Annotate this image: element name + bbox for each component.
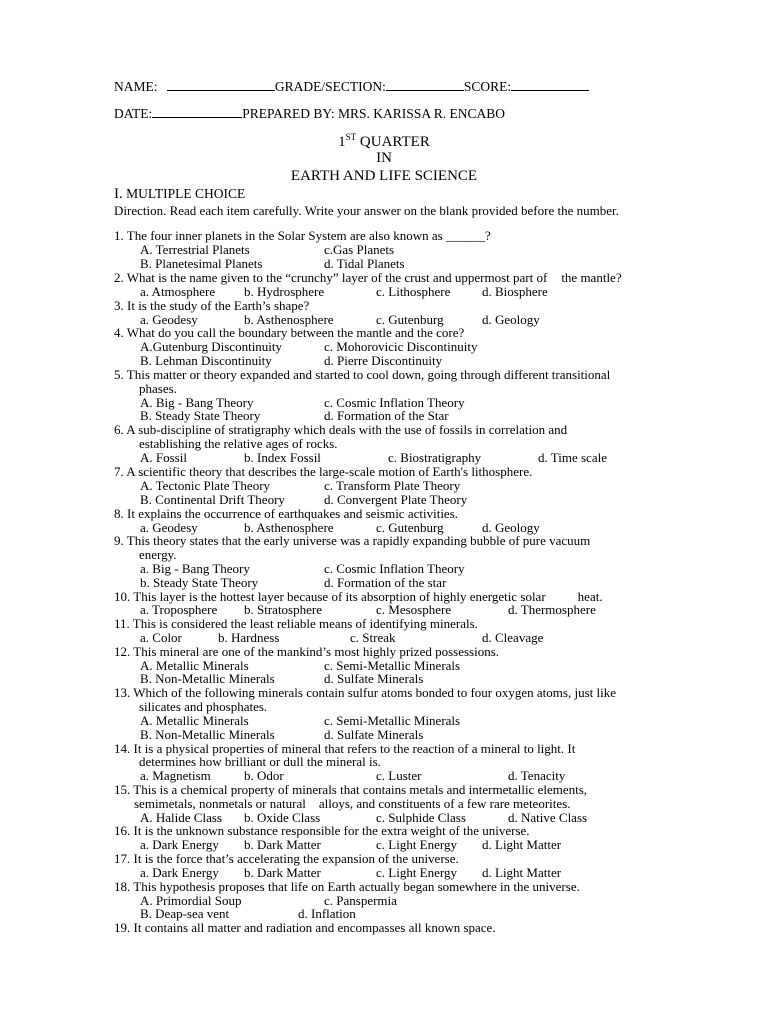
option: d. Formation of the star	[324, 575, 447, 590]
option: a. Troposphere	[140, 602, 218, 617]
option: c. Semi-Metallic Minerals	[324, 713, 461, 728]
question-13: 13. Which of the following minerals contain sulfur atoms bonded to four oxygen atoms, just like	[114, 685, 616, 700]
name-label: NAME:	[114, 79, 158, 94]
option: c. Cosmic Inflation Theory	[324, 395, 465, 410]
option: b. Stratosphere	[244, 602, 322, 617]
option: c. Light Energy	[376, 837, 457, 852]
option: b. Asthenosphere	[244, 520, 334, 535]
question-13-cont: silicates and phosphates.	[139, 699, 268, 714]
option: d. Tidal Planets	[324, 256, 405, 271]
question-2: 2. What is the name given to the “crunchy” layer of the crust and uppermost part of the mantle?	[114, 270, 622, 285]
question-5-cont: phases.	[139, 381, 177, 396]
prepared-by: PREPARED BY: MRS. KARISSA R. ENCABO	[242, 106, 505, 121]
option: b. Hardness	[218, 630, 280, 645]
question-1: 1. The four inner planets in the Solar System are also known as ______?	[114, 228, 491, 243]
grade-label: GRADE/SECTION:	[274, 79, 386, 94]
option: d. Pierre Discontinuity	[324, 353, 443, 368]
date-blank[interactable]	[152, 105, 242, 118]
option: B. Non-Metallic Minerals	[140, 727, 275, 742]
question-9: 9. This theory states that the early universe was a rapidly expanding bubble of pure vacuum	[114, 533, 591, 548]
quarter-title: 1ST QUARTER	[338, 132, 430, 150]
option: a. Magnetism	[140, 768, 211, 783]
option: a. Dark Energy	[140, 865, 219, 880]
question-19: 19. It contains all matter and radiation and encompasses all known space.	[114, 920, 496, 935]
option: B. Steady State Theory	[140, 408, 261, 423]
option: b. Index Fossil	[244, 450, 321, 465]
score-label: SCORE:	[463, 79, 512, 94]
question-14: 14. It is a physical properties of mineral that refers to the reaction of a mineral to light. It	[114, 741, 576, 756]
question-11: 11. This is considered the least reliable means of identifying minerals.	[114, 616, 478, 631]
option: d. Thermosphere	[508, 602, 596, 617]
section-heading: I. MULTIPLE CHOICE	[114, 186, 246, 202]
question-14-cont: determines how brilliant or dull the mineral is.	[139, 754, 381, 769]
question-10: 10. This layer is the hottest layer because of its absorption of highly energetic solar heat.	[114, 589, 603, 604]
option: c. Biostratigraphy	[388, 450, 482, 465]
title-in: IN	[376, 150, 392, 166]
option: a. Dark Energy	[140, 837, 219, 852]
option: d. Native Class	[508, 810, 588, 825]
option: d. Time scale	[538, 450, 607, 465]
option: d. Geology	[482, 312, 540, 327]
option: d. Tenacity	[508, 768, 566, 783]
option: d. Light Matter	[482, 837, 562, 852]
option: c. Sulphide Class	[376, 810, 466, 825]
subject-title: EARTH AND LIFE SCIENCE	[290, 168, 478, 184]
header-row-2	[114, 105, 505, 122]
option: c. Semi-Metallic Minerals	[324, 658, 461, 673]
question-12: 12. This mineral are one of the mankind’s most highly prized possessions.	[114, 644, 500, 659]
question-16: 16. It is the unknown substance responsible for the extra weight of the universe.	[114, 823, 530, 838]
option: d. Cleavage	[482, 630, 544, 645]
option: A. Big - Bang Theory	[140, 395, 254, 410]
option: A. Metallic Minerals	[140, 658, 249, 673]
option: a. Color	[140, 630, 182, 645]
question-15-cont: semimetals, nonmetals or natural alloys, and constituents of a few rare meteorites.	[134, 796, 571, 811]
option: B. Non-Metallic Minerals	[140, 671, 275, 686]
option: A. Terrestrial Planets	[140, 242, 250, 257]
option: c. Mohorovicic Discontinuity	[324, 339, 478, 354]
option: A. Primordial Soup	[140, 893, 242, 908]
option: a. Big - Bang Theory	[140, 561, 250, 576]
question-4: 4. What do you call the boundary between the mantle and the core?	[114, 325, 465, 340]
option: A. Metallic Minerals	[140, 713, 249, 728]
option: B. Lehman Discontinuity	[140, 353, 272, 368]
option: c. Cosmic Inflation Theory	[324, 561, 465, 576]
option: a. Atmosphere	[140, 284, 216, 299]
date-label: DATE:	[114, 106, 153, 121]
option: c. Lithosphere	[376, 284, 451, 299]
option: A. Fossil	[140, 450, 187, 465]
question-8: 8. It explains the occurrence of earthquakes and seismic activities.	[114, 506, 459, 521]
option: d. Formation of the Star	[324, 408, 449, 423]
option: d. Sulfate Minerals	[324, 671, 424, 686]
question-15: 15. This is a chemical property of minerals that contains metals and intermetallic elements,	[114, 782, 588, 797]
option: c. Gutenburg	[376, 520, 444, 535]
question-6-cont: establishing the relative ages of rocks.	[139, 436, 338, 451]
option: b. Hydrosphere	[244, 284, 325, 299]
option: A.Gutenburg Discontinuity	[140, 339, 283, 354]
option: a. Geodesy	[140, 520, 198, 535]
option: d. Convergent Plate Theory	[324, 492, 468, 507]
option: c.Gas Planets	[324, 242, 395, 257]
question-5: 5. This matter or theory expanded and started to cool down, going through different transitional	[114, 367, 611, 382]
question-3: 3. It is the study of the Earth’s shape?	[114, 298, 310, 313]
option: B. Deap-sea vent	[140, 906, 230, 921]
option: c. Gutenburg	[376, 312, 444, 327]
option: a. Geodesy	[140, 312, 198, 327]
option: b. Oxide Class	[244, 810, 321, 825]
option: B. Continental Drift Theory	[140, 492, 285, 507]
question-18: 18. This hypothesis proposes that life on Earth actually began somewhere in the universe.	[114, 879, 580, 894]
option: B. Planetesimal Planets	[140, 256, 263, 271]
score-blank[interactable]	[511, 78, 589, 91]
question-7: 7. A scientific theory that describes the large-scale motion of Earth's lithosphere.	[114, 464, 533, 479]
option: c. Mesosphere	[376, 602, 452, 617]
name-blank[interactable]	[167, 78, 275, 91]
header-row-1	[114, 78, 589, 95]
option: d. Biosphere	[482, 284, 548, 299]
option: A. Halide Class	[140, 810, 222, 825]
option: c. Streak	[350, 630, 396, 645]
option: b. Steady State Theory	[140, 575, 259, 590]
option: c. Transform Plate Theory	[324, 478, 461, 493]
option: c. Panspermia	[324, 893, 397, 908]
option: A. Tectonic Plate Theory	[140, 478, 271, 493]
option: b. Asthenosphere	[244, 312, 334, 327]
option: d. Geology	[482, 520, 540, 535]
option: d. Light Matter	[482, 865, 562, 880]
option: c. Luster	[376, 768, 422, 783]
grade-blank[interactable]	[386, 78, 464, 91]
option: b. Dark Matter	[244, 837, 321, 852]
option: b. Odor	[244, 768, 284, 783]
option: c. Light Energy	[376, 865, 457, 880]
option: d. Sulfate Minerals	[324, 727, 424, 742]
question-9-cont: energy.	[139, 547, 177, 562]
question-6: 6. A sub-discipline of stratigraphy which deals with the use of fossils in correlation and	[114, 422, 568, 437]
question-17: 17. It is the force that’s accelerating the expansion of the universe.	[114, 851, 459, 866]
option: b. Dark Matter	[244, 865, 321, 880]
direction-text: Direction. Read each item carefully. Write your answer on the blank provided before the number.	[114, 203, 619, 218]
option: d. Inflation	[298, 906, 356, 921]
